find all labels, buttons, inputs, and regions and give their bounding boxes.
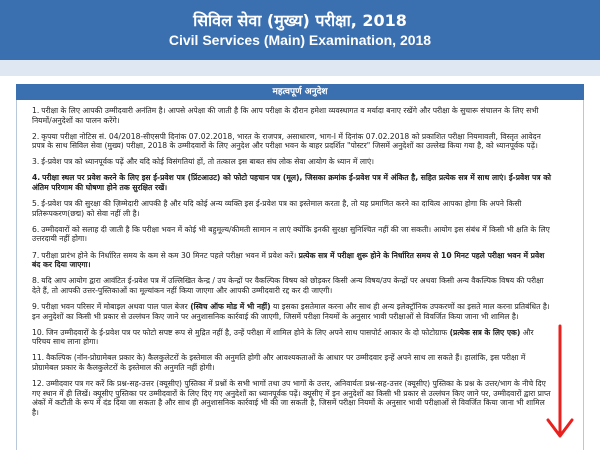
instruction-item-9: 9. परीक्षा भवन परिसर में मोबाइल अथवा पाल पाल बेजर (स्विच ऑफ मोड में भी नहीं) या इसका इसतेमाल करना और साथ ही अन्य इलेक्ट्रॉनिक उपकरणों का इसते माल करना प्रतिबंधित है। इन अनुदेशों का किसी भी प्रकार से उल्लंघन किए जाने पर अनुशासनिक कार्रवाई की जाएगी, जिसमें परीक्षा नियमों के अनुसार भावी परीक्षाओं से विवर्जित किया जाना भी शामिल है। [32, 301, 550, 321]
red-down-arrow-icon [540, 324, 580, 450]
instruction-item-1: 1. परीक्षा के लिए आपकी उम्मीदवारी अनंतिम है। आपसे अपेक्षा की जाती है कि आप परीक्षा के दौरान हमेशा व्यवस्थागत व मर्यादा बनाए रखेंगे और परीक्षा के सुचारू संचालन के लिए सभी नियमों/अनुदेशों का पालन करेंगे। [32, 106, 539, 125]
instruction-item-3: 3. ई-प्रवेश पत्र को ध्यानपूर्वक पढ़ें और यदि कोई विसंगतियां हों, तो तत्काल इस बाबत संघ लोक सेवा आयोग के ध्यान में लाएं। [32, 157, 375, 167]
instructions-heading: महत्वपूर्ण अनुदेश [16, 84, 584, 100]
page-header [0, 0, 600, 60]
instruction-item-5: 5. ई-प्रवेश पत्र की सुरक्षा की ज़िम्मेदारी आपकी है और यदि कोई अन्य व्यक्ति इस ई-प्रवेश पत्र का इस्तेमाल करता है, तो यह प्रमाणित करने का दायित्व आपका होगा कि अपने किसी प्रतिरूपकरण(छद्म) को सेवा नहीं ली है। [32, 199, 522, 218]
instruction-item-2: 2. कृपया परीक्षा नोटिस सं. 04/2018-सीएसपी दिनांक 07.02.2018, भारत के राजपत्र, असाधारण, भाग-I में दिनांक 07.02.2018 को प्रकाशित परीक्षा नियमावली, विस्तृत आवेदन प्रपत्र के साथ सिविल सेवा (मुख्य) परीक्षा, 2018 के उम्मीदवारों के लिए अनुदेश और परीक्षा भवन के बाहर प्रदर्शित "पोस्टर" जिसमें अनुदेशों का उल्लेख किया गया है, को ध्यानपूर्वक पढ़ें। [32, 131, 541, 151]
instructions-list [32, 106, 552, 424]
instruction-item-12: 12. उम्मीदवार पत्र गर करें कि प्रश्न-सह-उत्तर (क्यूसीए) पुस्तिका में प्रश्नों के सभी भागों तथा उप भागों के उत्तर, अनिवार्यतः प्रश्न-सह-उत्तर (क्यूसीए) पुस्तिका के प्रश्न के उत्तर/भाग के नीचे दिए गए स्थान में ही लिखें। क्यूसीए पुस्तिका पर उम्मीदवारों के लिए दिए गए अनुदेशों का ध्यानपूर्वक पढ़ें। क्यूसीए में इन अनुदेशों का किसी भी प्रकार से उल्लंघन किए जाने पर, उम्मीदवारों द्वारा प्राप्त अंकों में कटौती के रूप में दंड दिया जा सकता है और साथ ही अनुशासनिक कार्रवाई भी की जा सकती है, जिसमें परीक्षा नियमों के अनुसार भावी परीक्षाओं से विवर्जित किया जाना भी शामिल है। [32, 378, 551, 417]
instruction-item-11: 11. वैकल्पिक (नॉन-प्रोग्रामेबल प्रकार के) कैलकुलेटरों के इस्तेमाल की अनुमति होगी और आवश्यकताओं के आधार पर उम्मीदवार इन्हें अपने साथ ला सकते हैं। हालांकि, इस परीक्षा में प्रोग्रामेबल प्रकार के कैलकुलेटरों के इस्तेमाल की अनुमति नहीं होगी। [32, 353, 526, 372]
page-title-english: Civil Services (Main) Examination, 2018 [168, 32, 432, 48]
header-separator [0, 60, 600, 76]
instruction-item-8: 8. यदि आप आयोग द्वारा आवंटित ई-प्रवेश पत्र में उल्लिखित केन्द्र / उप केन्द्रों पर वैकल्पिक विषय को छोड़कर किसी अन्य विषय/उप केन्द्रों पर अथवा किसी अन्य वैकल्पिक विषय की परीक्षा देते हैं, तो आपकी उत्तर-पुस्तिकाओं का मूल्यांकन नहीं किया जाएगा और आपकी उम्मीदवारी रद्द कर दी जाएगी। [32, 276, 544, 295]
instruction-item-10: 10. जिन उम्मीदवारों के ई-प्रवेश पत्र पर फोटो सपष्ट रूप से मुद्रित नहीं है, उन्हें परीक्षा में शामिल होने के लिए अपने साथ पासपोर्ट आकार के दो फोटोग्राफ (प्रत्येक सत्र के लिए एक) और परिचय साथ लाना होगा। [32, 327, 534, 347]
instruction-item-7: 7. परीक्षा प्रारंभ होने के निर्धारित समय के कम से कम 30 मिनट पहले परीक्षा भवन में प्रवेश करें। प्रत्येक सत्र में परीक्षा शुरू होने के निर्धारित समय से 10 मिनट पहले परीक्षा भवन में प्रवेश बंद कर दिया जाएगा। [32, 250, 545, 270]
page-title-hindi: सिविल सेवा (मुख्य) परीक्षा, 2018 [193, 11, 407, 30]
instruction-item-6: 6. उम्मीदवारों को सलाह दी जाती है कि परीक्षा भवन में कोई भी बहुमूल्य/कीमती सामान न लाएं क्योंकि इनकी सुरक्षा सुनिश्चित नहीं की जा सकती। आयोग इस संबंध में किसी भी क्षति के लिए उत्तरदायी नहीं होगा। [32, 224, 550, 244]
instruction-item-4: 4. परीक्षा स्थल पर प्रवेश करने के लिए इस ई-प्रवेश पत्र (प्रिंटआउट) को फोटो पहचान पत्र (मूल), जिसका क्रमांक ई-प्रवेश पत्र में अंकित है, सहित प्रत्येक सत्र में साथ लाएं। ई-प्रवेश पत्र को अंतिम परिणाम की घोषणा होने तक सुरक्षित रखें। [32, 173, 551, 193]
